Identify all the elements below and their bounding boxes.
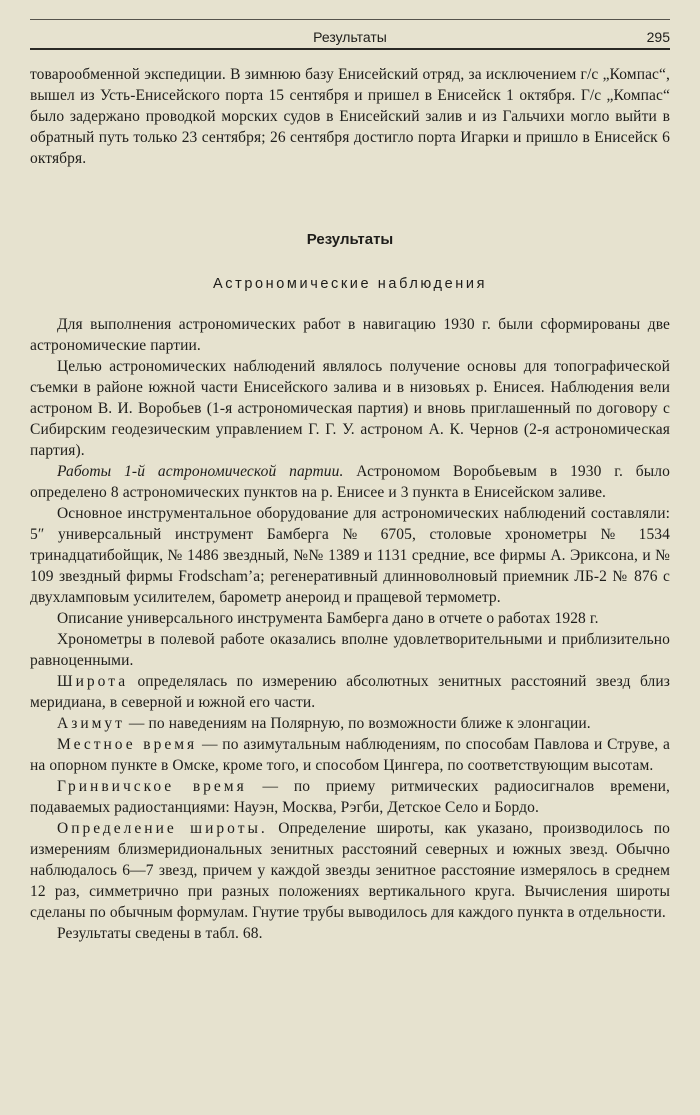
paragraph-10 xyxy=(30,776,670,818)
intro-paragraph: товарообменной экспедиции. В зимнюю базу Енисейский отряд, за исключением г/с „Компас“, вышел из Усть-Енисейского порта 15 сентября и пришел в Енисейск 1 октября. Г/с „Компас“ было задержано проводкой морских судов в Енисейский залив и из Гальчихи могло выйти в обратный путь только 23 сентября; 26 сентября достигло порта Игарки и пришло в Енисейск 6 октября. xyxy=(30,66,670,167)
intro-block xyxy=(30,64,670,169)
paragraph-12: Результаты сведены в табл. 68. xyxy=(57,925,263,942)
paragraph-11-body: Определение широты, как указано, производилось по измерениям близмеридиональных зенитных расстояний северных и южных звезд. Обычно наблюдалось 6—7 звезд, причем у каждой звезды зенитное расстояние измерялось в среднем 12 раз, симметрично при разных положениях вертикального круга. Вычисления широты сделаны по обычным формулам. Гнутие трубы выводилось для каждого пункта в отдельности. xyxy=(30,820,670,921)
page-number: 295 xyxy=(646,29,670,45)
paragraph-5: Описание универсального инструмента Бамберга дано в отчете о работах 1928 г. xyxy=(57,610,599,627)
paragraph-8-body: — по наведениям на Полярную, по возможности ближе к элонгации. xyxy=(124,715,591,732)
paragraph-8-lead: Азимут xyxy=(57,715,125,732)
running-header-title: Результаты xyxy=(313,29,387,45)
paragraph-3 xyxy=(30,461,670,503)
top-rule xyxy=(30,19,670,20)
paragraph-7 xyxy=(30,671,670,713)
paragraph-9-body: — по азимутальным наблюдениям, по способам Павлова и Струве, а на опорном пункте в Омске, кроме того, и способом Цингера, по соответствующим высотам. xyxy=(30,736,670,774)
paragraph-9 xyxy=(30,734,670,776)
paragraph-11 xyxy=(30,818,670,923)
paragraph-3-body: Астрономом Воробьевым в 1930 г. было определено 8 астрономических пунктов на р. Енисее и 3 пункта в Енисейском заливе. xyxy=(30,463,670,501)
paragraph-10-body: — по приему ритмических радиосигналов времени, подаваемых радиостанциями: Науэн, Москва, Рэгби, Детское Село и Бордо. xyxy=(30,778,671,816)
subsection-title: Астрономические наблюдения xyxy=(212,276,488,292)
paragraph-7-body: определялась по измерению абсолютных зенитных расстояний звезд близ меридиана, в северной и южной его части. xyxy=(30,673,670,711)
section-title: Результаты xyxy=(306,231,394,248)
paragraph-6: Хронометры в полевой работе оказались вполне удовлетворительными и приблизительно равноценными. xyxy=(30,631,670,669)
paragraph-9-lead: Местное время xyxy=(57,736,198,753)
paragraph-4: Основное инструментальное оборудование для астрономических наблюдений составляли: 5″ универсальный инструмент Бамберга № 6705, столовые хронометры № 1534 тринадцатибойщик, № 1486 звездный, №№ 1389 и 1131 средние, все фирмы А. Эриксона, и № 109 звездный фирмы Frodscham’a; регенеративный длинноволновый приемник ЛБ-2 № 876 с двухламповым усилителем, барометр анероид и пращевой термометр. xyxy=(30,505,670,606)
running-header xyxy=(30,24,670,50)
paragraph-10-lead: Гринвичское время xyxy=(57,778,247,795)
paragraph-7-lead: Широта xyxy=(57,673,129,690)
paragraph-3-lead: Работы 1-й астрономической партии. xyxy=(57,463,344,480)
paragraph-11-lead: Определение широты. xyxy=(57,820,268,837)
paragraph-2: Целью астрономических наблюдений являлось получение основы для топографической съемки в районе южной части Енисейского залива и в низовьях р. Енисея. Наблюдения вели астроном В. И. Воробьев (1-я астрономическая партия) и вновь приглашенный по договору с Сибирским геодезическим управлением Г. Г. У. астроном А. К. Чернов (2-я астрономическая партия). xyxy=(30,358,670,459)
main-text xyxy=(30,314,670,944)
paragraph-8 xyxy=(30,713,670,734)
paragraph-1: Для выполнения астрономических работ в навигацию 1930 г. были сформированы две астрономические партии. xyxy=(30,316,670,354)
